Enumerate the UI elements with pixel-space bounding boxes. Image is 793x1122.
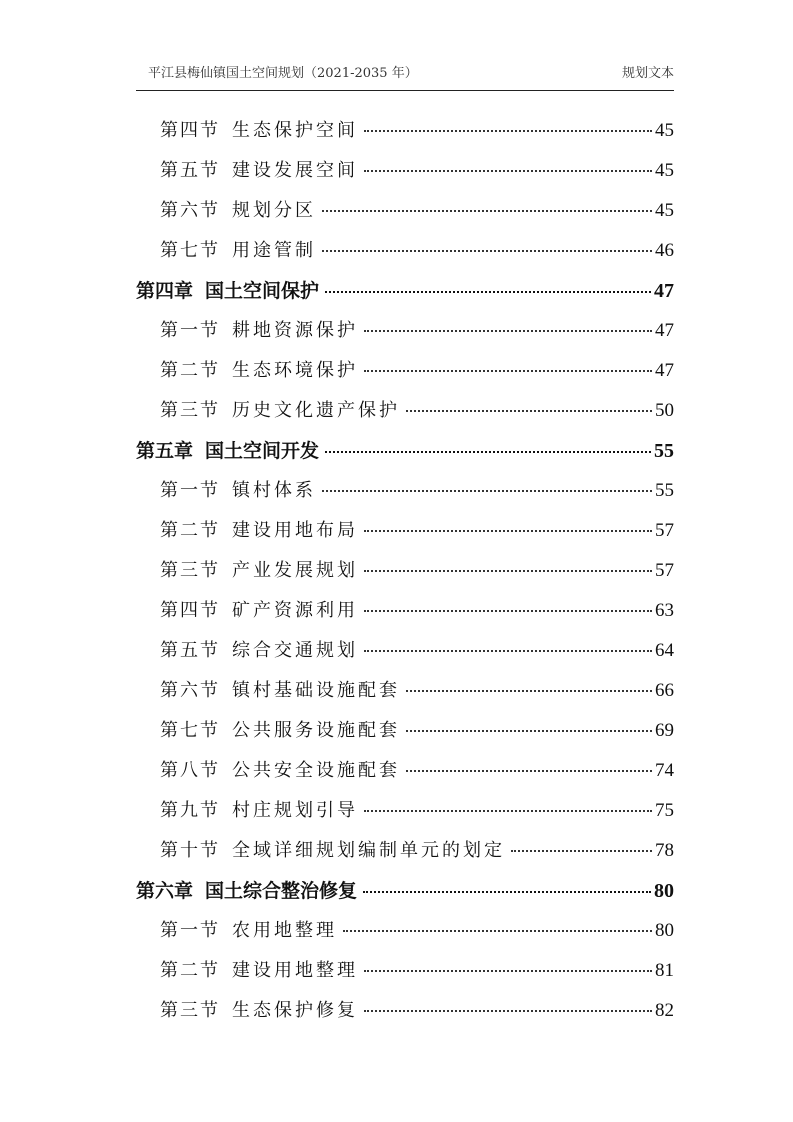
toc-entry-page-number: 57: [655, 560, 674, 581]
toc-section-entry[interactable]: [136, 151, 674, 191]
toc-section-entry[interactable]: [136, 631, 674, 671]
toc-dot-leader: [364, 569, 652, 572]
toc-entry-number: 第四节: [160, 120, 220, 141]
toc-dot-leader: [406, 729, 652, 732]
toc-entry-title: 建设用地布局: [232, 520, 358, 541]
toc-dot-leader: [364, 529, 652, 532]
toc-entry-title: 公共安全设施配套: [232, 760, 400, 781]
toc-dot-leader: [406, 409, 652, 412]
toc-section-entry[interactable]: [136, 751, 674, 791]
toc-entry-page-number: 46: [655, 240, 674, 261]
toc-section-entry[interactable]: [136, 111, 674, 151]
toc-dot-leader: [343, 929, 652, 932]
toc-chapter-entry[interactable]: [136, 871, 674, 911]
toc-dot-leader: [363, 890, 651, 893]
toc-section-entry[interactable]: [136, 551, 674, 591]
toc-section-entry[interactable]: [136, 671, 674, 711]
toc-dot-leader: [364, 609, 652, 612]
toc-entry-number: 第七节: [160, 240, 220, 261]
toc-dot-leader: [322, 209, 652, 212]
toc-entry-page-number: 81: [655, 960, 674, 981]
toc-section-entry[interactable]: [136, 711, 674, 751]
toc-dot-leader: [364, 169, 652, 172]
toc-section-entry[interactable]: [136, 391, 674, 431]
toc-entry-number: 第三节: [160, 400, 220, 421]
toc-entry-title: 生态环境保护: [232, 360, 358, 381]
toc-dot-leader: [325, 450, 651, 453]
toc-entry-number: 第五节: [160, 160, 220, 181]
toc-entry-number: 第一节: [160, 920, 220, 941]
toc-dot-leader: [406, 769, 652, 772]
toc-entry-page-number: 57: [655, 520, 674, 541]
toc-entry-page-number: 66: [655, 680, 674, 701]
toc-entry-page-number: 45: [655, 120, 674, 141]
toc-entry-title: 国土空间开发: [205, 440, 320, 462]
toc-entry-number: 第二节: [160, 360, 220, 381]
toc-entry-page-number: 50: [655, 400, 674, 421]
toc-dot-leader: [364, 809, 652, 812]
toc-section-entry[interactable]: [136, 991, 674, 1031]
toc-entry-page-number: 55: [654, 440, 674, 462]
toc-entry-title: 国土综合整治修复: [205, 880, 358, 902]
toc-dot-leader: [364, 1009, 652, 1012]
toc-section-entry[interactable]: [136, 791, 674, 831]
toc-entry-number: 第十节: [160, 840, 220, 861]
toc-entry-title: 耕地资源保护: [232, 320, 358, 341]
toc-section-entry[interactable]: [136, 351, 674, 391]
table-of-contents: [136, 111, 674, 1031]
toc-dot-leader: [322, 249, 652, 252]
toc-entry-number: 第九节: [160, 800, 220, 821]
toc-entry-number: 第四节: [160, 600, 220, 621]
toc-entry-number: 第六章: [136, 880, 194, 902]
toc-section-entry[interactable]: [136, 231, 674, 271]
toc-entry-number: 第五章: [136, 440, 194, 462]
toc-entry-page-number: 47: [655, 360, 674, 381]
toc-entry-page-number: 45: [655, 200, 674, 221]
toc-entry-title: 历史文化遗产保护: [232, 400, 400, 421]
toc-entry-number: 第六节: [160, 200, 220, 221]
toc-section-entry[interactable]: [136, 911, 674, 951]
header-divider: [136, 90, 674, 91]
toc-entry-number: 第三节: [160, 1000, 220, 1021]
toc-section-entry[interactable]: [136, 951, 674, 991]
toc-entry-title: 农用地整理: [232, 920, 337, 941]
toc-entry-number: 第五节: [160, 640, 220, 661]
toc-entry-page-number: 64: [655, 640, 674, 661]
toc-entry-page-number: 69: [655, 720, 674, 741]
toc-entry-number: 第八节: [160, 760, 220, 781]
toc-section-entry[interactable]: [136, 591, 674, 631]
toc-chapter-entry[interactable]: [136, 431, 674, 471]
toc-dot-leader: [322, 489, 652, 492]
toc-entry-number: 第一节: [160, 320, 220, 341]
toc-entry-page-number: 55: [655, 480, 674, 501]
toc-entry-page-number: 74: [655, 760, 674, 781]
toc-entry-title: 规划分区: [232, 200, 316, 221]
toc-section-entry[interactable]: [136, 511, 674, 551]
toc-section-entry[interactable]: [136, 831, 674, 871]
toc-dot-leader: [364, 649, 652, 652]
toc-entry-number: 第七节: [160, 720, 220, 741]
toc-entry-page-number: 47: [655, 320, 674, 341]
toc-entry-page-number: 80: [654, 880, 674, 902]
toc-entry-title: 镇村基础设施配套: [232, 680, 400, 701]
toc-entry-title: 镇村体系: [232, 480, 316, 501]
toc-section-entry[interactable]: [136, 191, 674, 231]
toc-entry-number: 第三节: [160, 560, 220, 581]
toc-entry-title: 公共服务设施配套: [232, 720, 400, 741]
toc-entry-title: 用途管制: [232, 240, 316, 261]
page-header: [136, 62, 674, 84]
toc-entry-title: 生态保护修复: [232, 1000, 358, 1021]
toc-entry-title: 建设用地整理: [232, 960, 358, 981]
toc-dot-leader: [406, 689, 652, 692]
document-title: 平江县梅仙镇国土空间规划（2021-2035 年）: [148, 66, 418, 81]
toc-entry-number: 第一节: [160, 480, 220, 501]
toc-entry-title: 生态保护空间: [232, 120, 358, 141]
toc-entry-page-number: 63: [655, 600, 674, 621]
document-type: 规划文本: [621, 66, 674, 81]
toc-entry-number: 第六节: [160, 680, 220, 701]
toc-dot-leader: [511, 849, 652, 852]
toc-dot-leader: [325, 290, 651, 293]
toc-entry-page-number: 80: [655, 920, 674, 941]
toc-entry-title: 全域详细规划编制单元的划定: [232, 840, 505, 861]
toc-entry-page-number: 82: [655, 1000, 674, 1021]
toc-entry-title: 矿产资源利用: [232, 600, 358, 621]
toc-entry-number: 第二节: [160, 520, 220, 541]
toc-dot-leader: [364, 969, 652, 972]
toc-entry-page-number: 45: [655, 160, 674, 181]
toc-entry-number: 第二节: [160, 960, 220, 981]
toc-dot-leader: [364, 329, 652, 332]
toc-entry-page-number: 78: [655, 840, 674, 861]
toc-dot-leader: [364, 369, 652, 372]
toc-entry-title: 建设发展空间: [232, 160, 358, 181]
toc-entry-title: 国土空间保护: [205, 280, 320, 302]
toc-entry-page-number: 75: [655, 800, 674, 821]
toc-entry-page-number: 47: [654, 280, 674, 302]
toc-section-entry[interactable]: [136, 471, 674, 511]
toc-entry-number: 第四章: [136, 280, 194, 302]
toc-section-entry[interactable]: [136, 311, 674, 351]
toc-dot-leader: [364, 129, 652, 132]
toc-entry-title: 产业发展规划: [232, 560, 358, 581]
toc-entry-title: 综合交通规划: [232, 640, 358, 661]
toc-chapter-entry[interactable]: [136, 271, 674, 311]
toc-entry-title: 村庄规划引导: [232, 800, 358, 821]
